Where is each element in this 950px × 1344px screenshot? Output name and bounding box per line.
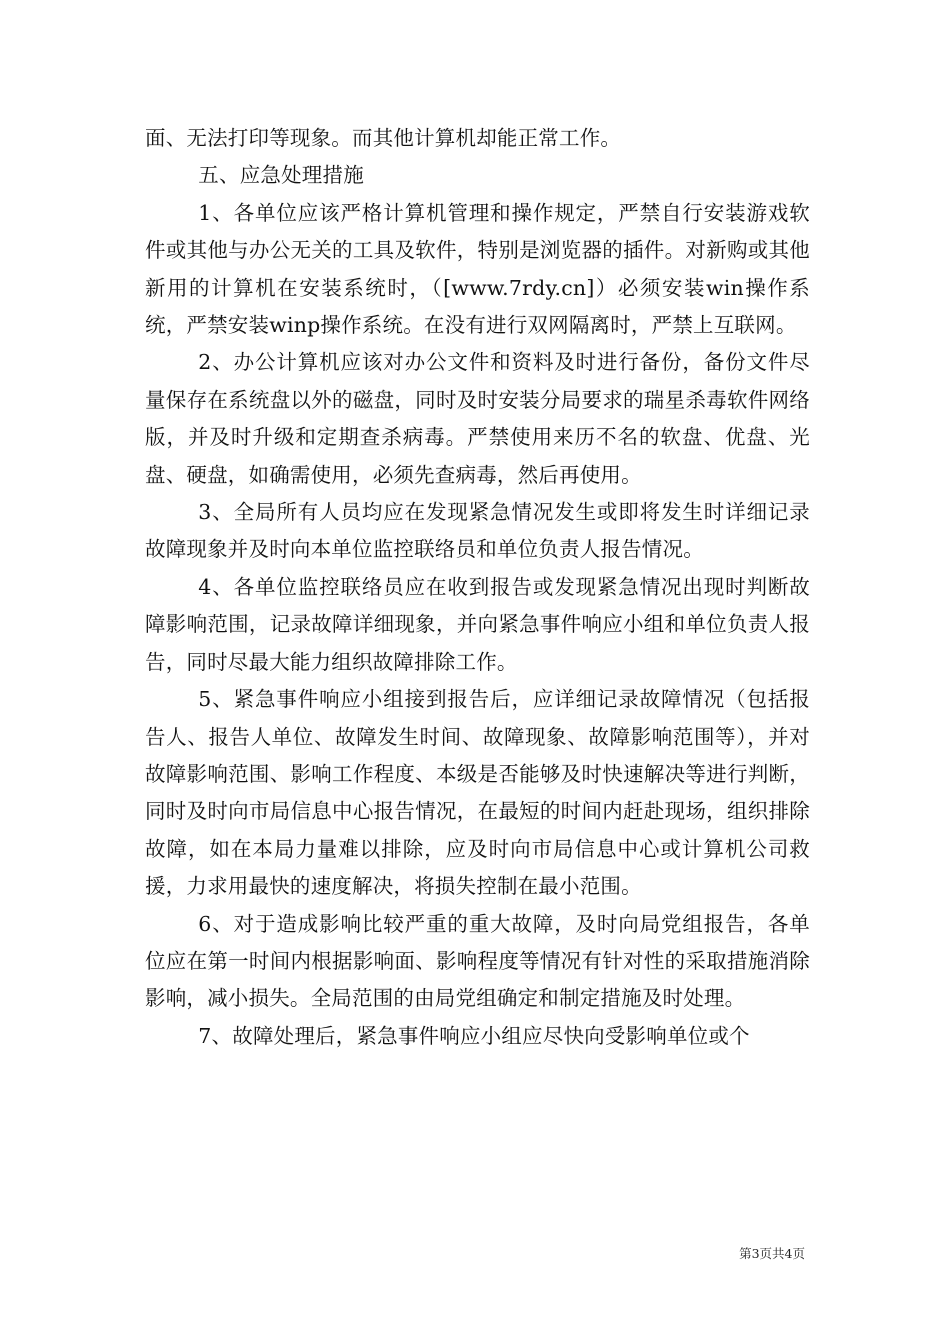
document-body xyxy=(145,120,810,1055)
paragraph-item-7: 7、故障处理后，紧急事件响应小组应尽快向受影响单位或个 xyxy=(198,1023,750,1048)
paragraph-item-4: 4、各单位监控联络员应在收到报告或发现紧急情况出现时判断故障影响范围，记录故障详细现象，并向紧急事件响应小组和单位负责人报告，同时尽最大能力组织故障排除工作。 xyxy=(145,574,810,674)
section-heading: 五、应急处理措施 xyxy=(198,163,364,188)
paragraph-item-2: 2、办公计算机应该对办公文件和资料及时进行备份，备份文件尽量保存在系统盘以外的磁盘，同时及时安装分局要求的瑞星杀毒软件网络版，并及时升级和定期查杀病毒。严禁使用来历不名的软盘、优盘、光盘、硬盘，如确需使用，必须先查病毒，然后再使用。 xyxy=(145,350,810,487)
page-number: 第3页共4页 xyxy=(739,1246,805,1261)
paragraph-continuation: 面、无法打印等现象。而其他计算机却能正常工作。 xyxy=(145,126,622,150)
paragraph-item-1: 1、各单位应该严格计算机管理和操作规定，严禁自行安装游戏软件或其他与办公无关的工具及软件，特别是浏览器的插件。对新购或其他新用的计算机在安装系统时，（[www.7rdy.cn]）必须安装win操作系统，严禁安装winp操作系统。在没有进行双网隔离时，严禁上互联网。 xyxy=(145,200,810,338)
paragraph-item-3: 3、全局所有人员均应在发现紧急情况发生或即将发生时详细记录故障现象并及时向本单位监控联络员和单位负责人报告情况。 xyxy=(145,500,810,562)
paragraph-item-6: 6、对于造成影响比较严重的重大故障，及时向局党组报告，各单位应在第一时间内根据影响面、影响程度等情况有针对性的采取措施消除影响，减小损失。全局范围的由局党组确定和制定措施及时处理。 xyxy=(145,911,810,1011)
paragraph-item-5: 5、紧急事件响应小组接到报告后，应详细记录故障情况（包括报告人、报告人单位、故障发生时间、故障现象、故障影响范围等），并对故障影响范围、影响工作程度、本级是否能够及时快速解决等进行判断，同时及时向市局信息中心报告情况，在最短的时间内赶赴现场，组织排除故障，如在本局力量难以排除，应及时向市局信息中心或计算机公司救援，力求用最快的速度解决，将损失控制在最小范围。 xyxy=(145,687,810,899)
